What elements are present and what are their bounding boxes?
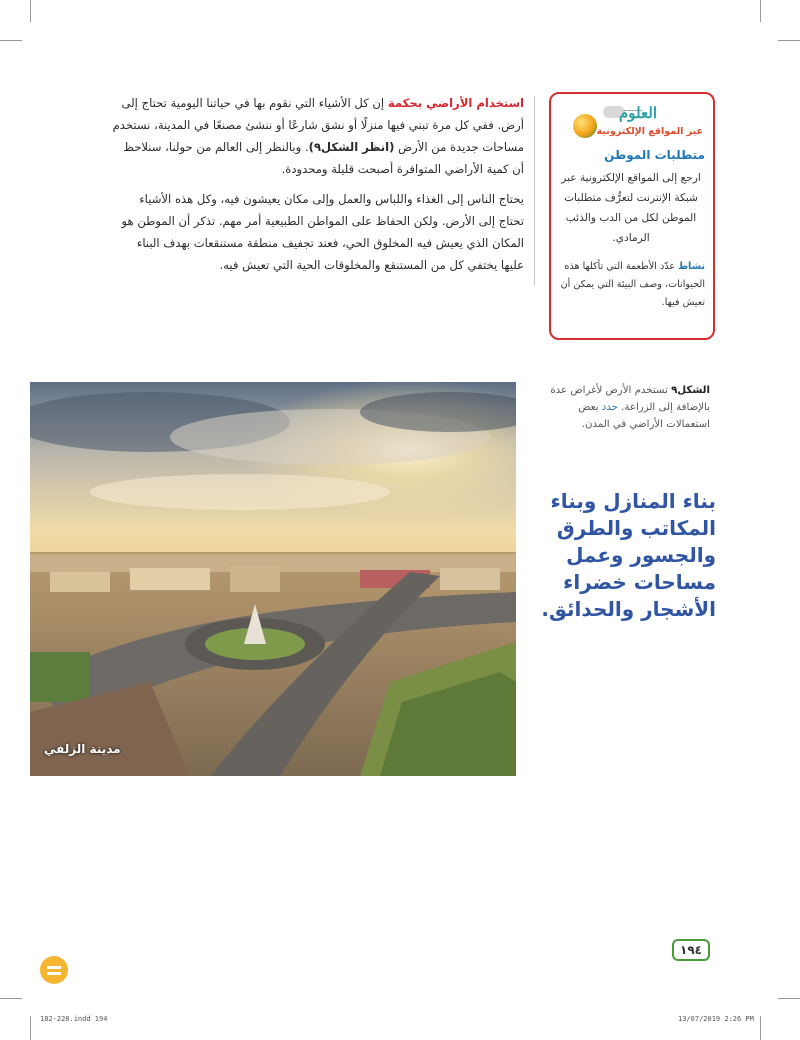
caption-verb: حدد xyxy=(601,402,618,413)
science-online-logo xyxy=(557,100,707,144)
activity-text xyxy=(555,258,705,312)
publisher-logo-icon xyxy=(40,956,68,984)
crop-mark xyxy=(30,1016,31,1040)
box-title: متطلبات الموطن xyxy=(604,148,705,162)
crop-mark xyxy=(760,0,761,22)
photo-label: مدينة الزلفي xyxy=(44,742,121,756)
crop-mark xyxy=(0,40,22,41)
activity-label: نشاط xyxy=(678,261,705,272)
paragraph-land-use xyxy=(112,92,524,180)
print-file-info: 182-228.indd 194 xyxy=(40,1015,108,1023)
crop-mark xyxy=(760,1016,761,1040)
box-body: ارجع إلى المواقع الإلكترونية عبر شبكة الإنترنت لتعرُّف متطلبات الموطن لكل من الدب والذئب الرمادي. xyxy=(561,172,701,244)
figure-caption xyxy=(540,382,710,433)
caption-text: تستخدم الأرض لأغراض عدة بالإضافة إلى الزراعة. xyxy=(550,385,710,413)
activity-body: عدّد الأطعمة التي تأكلها هذه الحيوانات، وصف البيئة التي يمكن أن تعيش فيها. xyxy=(560,261,705,308)
city-photo-illustration xyxy=(30,382,516,776)
city-photo xyxy=(30,382,516,776)
paragraph-text: . وبالنظر إلى العالم من حولنا، سنلاحظ أن كمية الأراضي المتوافرة أصبحت قليلة ومحدودة. xyxy=(123,140,524,176)
brand-title: العلوم xyxy=(619,104,657,122)
paragraph-habitat: يحتاج الناس إلى الغذاء واللباس والعمل وإلى مكان يعيشون فيه، وكل هذه الأشياء تحتاج إلى الأرض. ولكن الحفاظ على المواطن الطبيعية أمر مهم. تذكر أن الموطن هو المكان الذي يعيش فيه المخلوق الحي، فعند تجفيف منطقة مستنقعات بهدف البناء عليها يختفي كل من المستنقع والمخلوقات الحية التي تعيش فيه. xyxy=(121,192,524,272)
figure-label: الشكل٩ xyxy=(671,385,710,396)
figure-reference: (انظر الشكل٩) xyxy=(308,140,395,154)
main-body-text xyxy=(112,92,524,284)
divider xyxy=(534,96,535,286)
print-timestamp: 13/07/2019 2:26 PM xyxy=(678,1015,754,1023)
crop-mark xyxy=(778,40,800,41)
brand-subtitle: عبر المواقع الإلكترونية xyxy=(596,126,703,137)
caption-text: بعض استعمالات الأراضي في المدن. xyxy=(578,402,710,430)
globe-icon xyxy=(573,114,597,138)
page-number: ١٩٤ xyxy=(672,939,710,961)
answer-text: بناء المنازل وبناء المكاتب والطرق والجسور وعمل مساحات خضراء الأشجار والحدائق. xyxy=(541,489,716,621)
crop-mark xyxy=(30,0,31,22)
crop-mark xyxy=(778,998,800,999)
section-heading: استخدام الأراضي بحكمة xyxy=(387,96,524,110)
science-online-box xyxy=(549,92,715,340)
crop-mark xyxy=(0,998,22,999)
paragraph-text: إن كل الأشياء التي نقوم بها في حياتنا اليومية تحتاج إلى أرض. ففي كل مرة تبني فيها منزلًا أو نشق شارعًا أو ننشئ مصنعًا في المدينة، نستخدم مساحات جديدة من الأرض xyxy=(112,96,524,154)
